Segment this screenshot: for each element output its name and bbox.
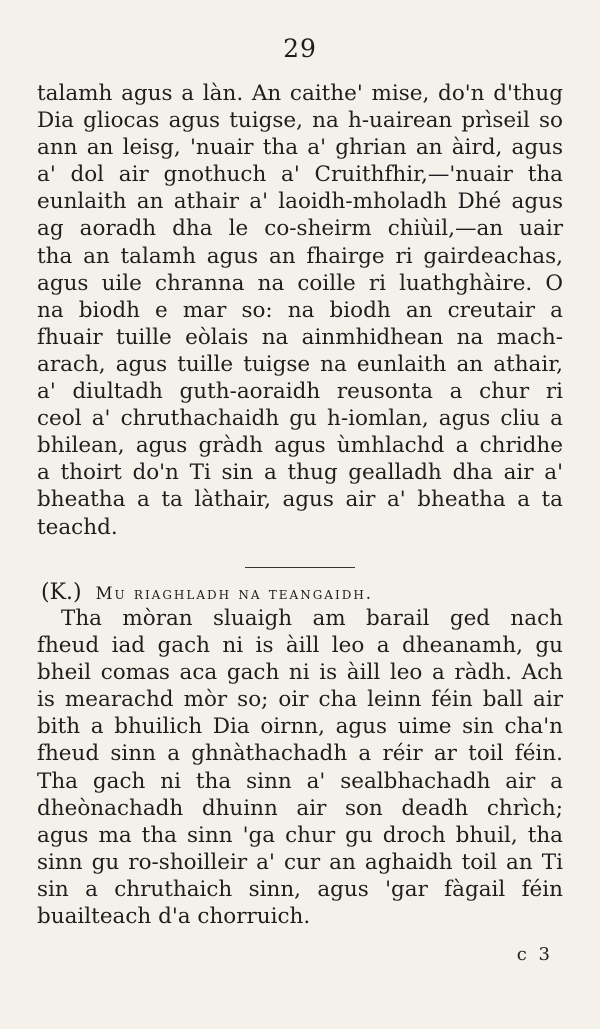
text-line: bhilean, agus gràdh agus ùmhlachd a chridhe — [37, 433, 563, 459]
text-line: ceol a' chruthachaidh gu h-iomlan, agus cliu a — [37, 406, 563, 432]
text-line: ag aoradh dha le co-sheirm chiùil,—an uair — [37, 216, 563, 242]
text-line: sinn gu ro-shoilleir a' cur an aghaidh toil an Ti — [37, 849, 563, 875]
text-line: agus ma tha sinn 'ga chur gu droch bhuil, tha — [37, 822, 563, 848]
text-line: agus uile chranna na coille ri luathghàire. O — [37, 270, 563, 296]
text-line: teachd. — [37, 514, 118, 540]
text-line: bheil comas aca gach ni is àill leo a ràdh. Ach — [37, 660, 563, 686]
text-line: fheud iad gach ni is àill leo a dheanamh, gu — [37, 633, 563, 659]
text-line: na biodh e mar so: na biodh an creutair a — [37, 297, 563, 323]
text-line: dheònachadh dhuinn air son deadh chrìch; — [37, 795, 563, 821]
text-line: a' diultadh guth-aoraidh reusonta a chur ri — [37, 379, 563, 405]
text-line: ann an leisg, 'nuair tha a' ghrian an àird, agus — [37, 135, 563, 161]
text-line: arach, agus tuille tuigse na eunlaith an athair, — [37, 351, 563, 377]
text-line-first — [37, 605, 563, 632]
page-number: 29 — [283, 34, 317, 63]
paragraph-2 — [37, 605, 563, 930]
text-line: fheud sinn a ghnàthachadh a réir ar toil féin. — [37, 741, 563, 767]
text-line: bith a bhuilich Dia oirnn, agus uime sin cha'n — [37, 714, 563, 740]
section-divider — [245, 567, 355, 568]
text-line: buailteach d'a chorruich. — [37, 904, 311, 930]
text-line: eunlaith an athair a' laoidh-mholadh Dhé agus — [37, 189, 563, 215]
text-line: Tha mòran sluaigh am barail ged nach — [61, 606, 563, 631]
section-title: Mu riaghladh na teangaidh. — [95, 584, 374, 603]
text-line: is mearachd mòr so; oir cha leinn féin ball air — [37, 687, 563, 713]
text-line: fhuair tuille eòlais na ainmhidhean na mach- — [37, 324, 563, 350]
text-line: tha an talamh agus an fhairge ri gairdeachas, — [37, 243, 563, 269]
text-line: Tha gach ni tha sinn a' sealbhachadh air a — [37, 768, 563, 794]
text-line: a' dol air gnothuch a' Cruithfhir,—'nuair tha — [37, 162, 563, 188]
section-label: (K.) — [41, 580, 82, 605]
paragraph-1 — [37, 80, 563, 541]
text-line: talamh agus a làn. An caithe' mise, do'n d'thug — [37, 81, 563, 106]
text-line: sin a chruthaich sinn, agus 'gar fàgail féin — [37, 876, 563, 902]
signature-mark: c 3 — [516, 944, 553, 965]
text-line: a thoirt do'n Ti sin a thug gealladh dha air a' — [37, 460, 563, 486]
section-heading — [41, 580, 561, 607]
text-line: bheatha a ta làthair, agus air a' bheatha a ta — [37, 487, 563, 513]
text-line: Dia gliocas agus tuigse, na h-uairean prìseil so — [37, 108, 563, 134]
